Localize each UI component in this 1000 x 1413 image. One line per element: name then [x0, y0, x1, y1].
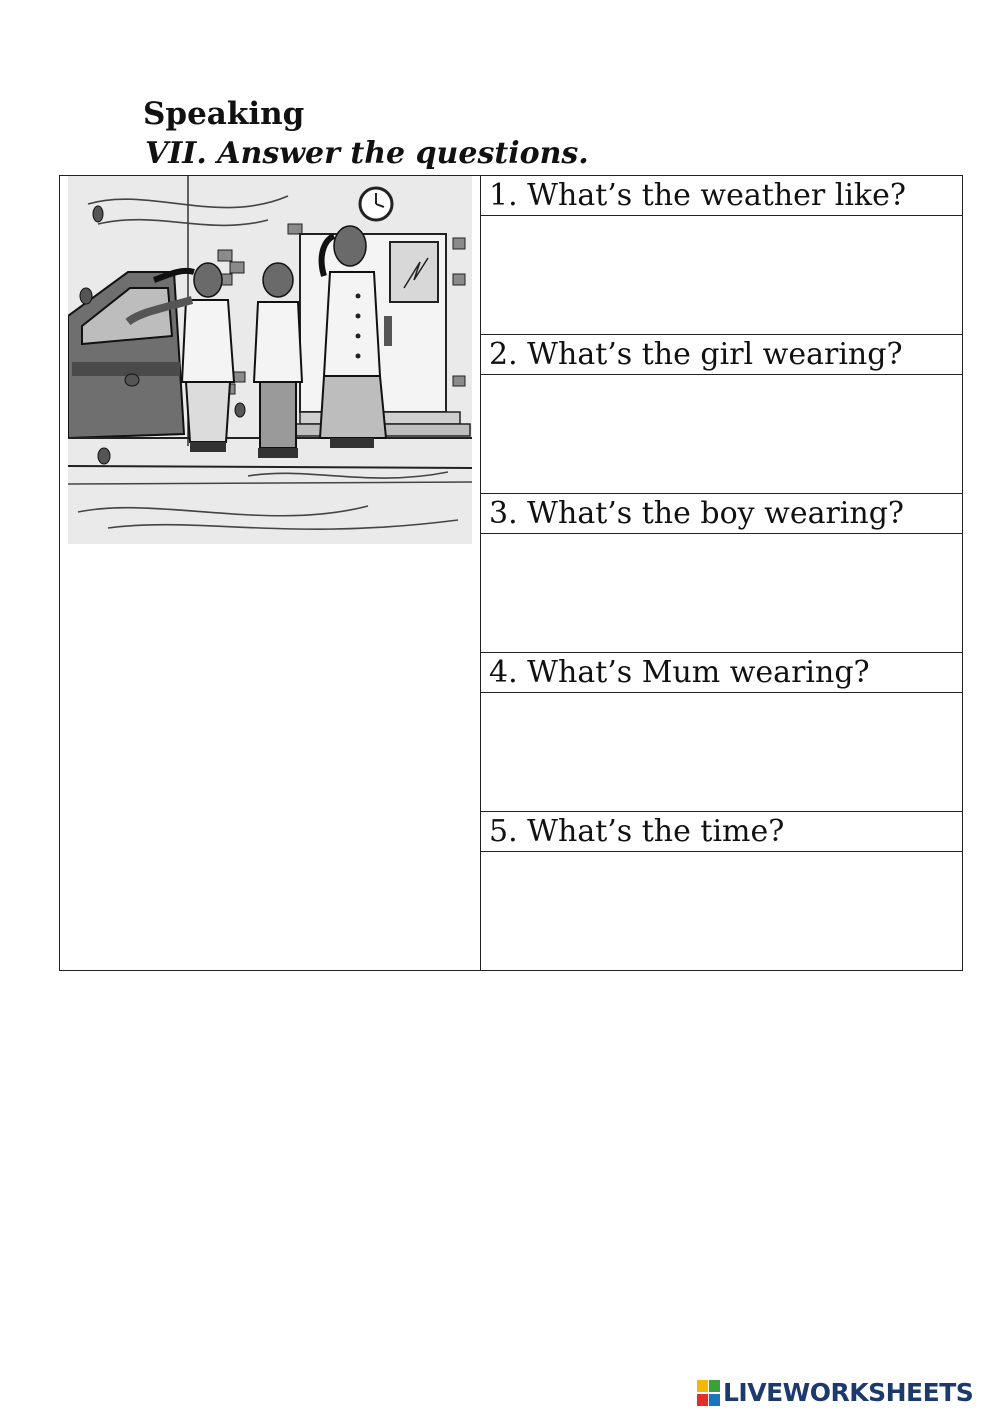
image-cell [60, 176, 481, 970]
questions-column [481, 176, 962, 970]
answer-box-1[interactable] [481, 216, 962, 335]
logo-blocks-icon [697, 1378, 721, 1408]
question-1: 1. What’s the weather like? [481, 176, 962, 216]
answer-box-3[interactable] [481, 534, 962, 653]
question-5: 5. What’s the time? [481, 812, 962, 852]
answer-box-2[interactable] [481, 375, 962, 494]
logo-text: LIVEWORKSHEETS [723, 1378, 974, 1407]
question-4: 4. What’s Mum wearing? [481, 653, 962, 693]
windy-station-illustration [68, 176, 472, 544]
answer-box-4[interactable] [481, 693, 962, 812]
question-3: 3. What’s the boy wearing? [481, 494, 962, 534]
exercise-instruction: VII. Answer the questions. [145, 136, 589, 171]
liveworksheets-logo [697, 1378, 993, 1408]
question-table [59, 175, 963, 971]
section-heading: Speaking [143, 96, 305, 132]
answer-box-5[interactable] [481, 852, 962, 971]
question-2: 2. What’s the girl wearing? [481, 335, 962, 375]
